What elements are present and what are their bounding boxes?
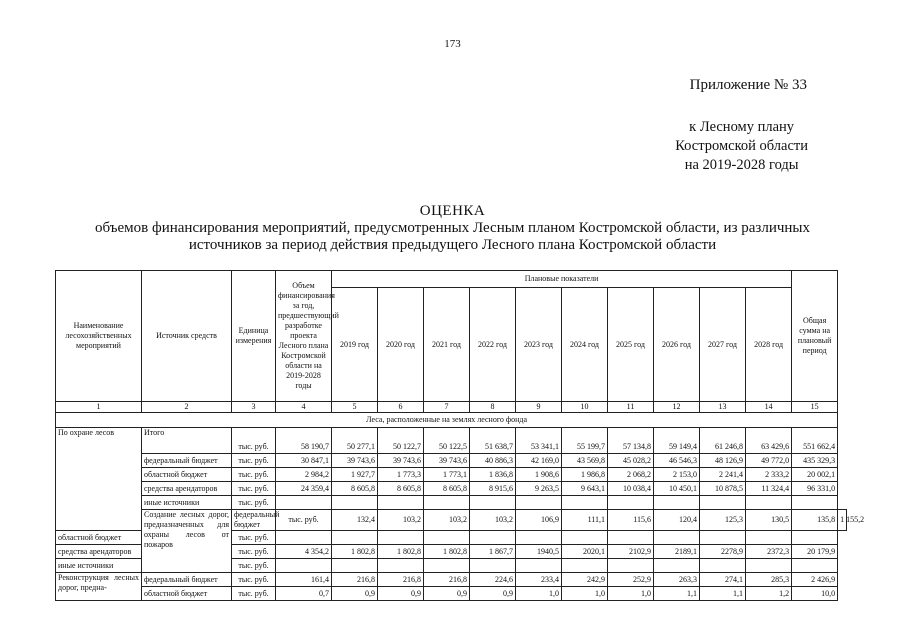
source-cell: средства арендаторов — [142, 482, 232, 496]
value-cell: 51 638,7 — [470, 440, 516, 454]
value-cell: 0,7 — [276, 587, 332, 601]
value-cell: 1 908,6 — [516, 468, 562, 482]
document-title — [0, 203, 905, 254]
value-cell: 120,4 — [654, 510, 700, 531]
source-cell: областной бюджет — [142, 587, 232, 601]
value-cell — [746, 496, 792, 510]
value-cell: 1 927,7 — [332, 468, 378, 482]
value-cell: 9 643,1 — [562, 482, 608, 496]
value-cell: 53 341,1 — [516, 440, 562, 454]
column-number: 14 — [746, 402, 792, 413]
appendix-reference — [675, 118, 808, 175]
value-cell: 8 915,6 — [470, 482, 516, 496]
value-cell — [654, 496, 700, 510]
value-cell: 43 569,8 — [562, 454, 608, 468]
itogo-label: Итого — [142, 428, 232, 454]
value-cell: 0,9 — [424, 587, 470, 601]
source-cell: областной бюджет — [142, 468, 232, 482]
empty-cell — [654, 428, 700, 441]
value-cell: 2372,3 — [746, 545, 792, 559]
header-year: 2025 год — [608, 288, 654, 402]
value-cell: 252,9 — [608, 573, 654, 587]
page-number: 173 — [444, 38, 461, 50]
value-cell: 59 149,4 — [654, 440, 700, 454]
column-number: 13 — [700, 402, 746, 413]
value-cell: 39 743,6 — [378, 454, 424, 468]
value-cell: 0,9 — [332, 587, 378, 601]
value-cell: 61 246,8 — [700, 440, 746, 454]
header-year: 2020 год — [378, 288, 424, 402]
value-cell: 0,9 — [470, 587, 516, 601]
value-cell: 1 802,8 — [332, 545, 378, 559]
unit-cell: тыс. руб. — [232, 531, 276, 545]
value-cell: 216,8 — [424, 573, 470, 587]
table-row — [56, 510, 847, 531]
value-cell: 161,4 — [276, 573, 332, 587]
table-row — [56, 496, 847, 510]
unit-cell: тыс. руб. — [232, 482, 276, 496]
empty-cell — [792, 428, 838, 441]
value-cell — [608, 559, 654, 573]
value-cell: 20 002,1 — [792, 468, 838, 482]
source-cell: иные источники — [56, 559, 142, 573]
value-cell — [792, 531, 838, 545]
value-cell — [516, 559, 562, 573]
empty-cell — [608, 428, 654, 441]
value-cell: 242,9 — [562, 573, 608, 587]
value-cell — [276, 559, 332, 573]
empty-cell — [746, 428, 792, 441]
header-year: 2026 год — [654, 288, 700, 402]
value-cell: 39 743,6 — [332, 454, 378, 468]
column-number: 5 — [332, 402, 378, 413]
value-cell: 1 773,3 — [378, 468, 424, 482]
value-cell: 2 984,2 — [276, 468, 332, 482]
value-cell: 2020,1 — [562, 545, 608, 559]
value-cell: 63 429,6 — [746, 440, 792, 454]
value-cell: 435 329,3 — [792, 454, 838, 468]
value-cell — [608, 531, 654, 545]
value-cell — [470, 496, 516, 510]
value-cell — [424, 496, 470, 510]
table-row — [56, 468, 847, 482]
value-cell: 2189,1 — [654, 545, 700, 559]
source-cell: федеральный бюджет — [142, 454, 232, 468]
value-cell: 2 333,2 — [746, 468, 792, 482]
value-cell: 551 662,4 — [792, 440, 838, 454]
value-cell: 103,2 — [470, 510, 516, 531]
value-cell: 103,2 — [424, 510, 470, 531]
value-cell: 1,2 — [746, 587, 792, 601]
value-cell: 106,9 — [516, 510, 562, 531]
value-cell: 4 354,2 — [276, 545, 332, 559]
value-cell: 39 743,6 — [424, 454, 470, 468]
unit-cell: тыс. руб. — [232, 440, 276, 454]
value-cell — [700, 559, 746, 573]
value-cell: 46 546,3 — [654, 454, 700, 468]
value-cell — [654, 531, 700, 545]
value-cell: 8 605,8 — [424, 482, 470, 496]
table-row — [56, 573, 847, 587]
empty-cell — [378, 428, 424, 441]
value-cell — [378, 559, 424, 573]
unit-cell: тыс. руб. — [232, 454, 276, 468]
empty-cell — [276, 428, 332, 441]
value-cell: 55 199,7 — [562, 440, 608, 454]
header-source: Источник средств — [142, 271, 232, 402]
value-cell — [470, 531, 516, 545]
value-cell: 1,0 — [562, 587, 608, 601]
value-cell — [792, 559, 838, 573]
unit-cell: тыс. руб. — [232, 545, 276, 559]
value-cell — [700, 531, 746, 545]
section-row — [56, 413, 847, 428]
value-cell: 1 986,8 — [562, 468, 608, 482]
empty-cell — [232, 428, 276, 441]
value-cell: 10 038,4 — [608, 482, 654, 496]
header-year: 2023 год — [516, 288, 562, 402]
value-cell: 1,1 — [700, 587, 746, 601]
column-number-row — [56, 402, 847, 413]
value-cell: 45 028,2 — [608, 454, 654, 468]
value-cell: 1 802,8 — [424, 545, 470, 559]
value-cell — [424, 531, 470, 545]
empty-cell — [424, 428, 470, 441]
value-cell: 50 122,5 — [424, 440, 470, 454]
value-cell — [746, 531, 792, 545]
column-number: 2 — [142, 402, 232, 413]
activity-name: Создание лесных дорог, предназначенных для охраны лесов от пожаров — [142, 510, 232, 573]
header-name: Наименование лесохозяйственных мероприятий — [56, 271, 142, 402]
value-cell: 1 802,8 — [378, 545, 424, 559]
source-cell: средства арендаторов — [56, 545, 142, 559]
value-cell: 49 772,0 — [746, 454, 792, 468]
value-cell — [562, 559, 608, 573]
header-year: 2021 год — [424, 288, 470, 402]
value-cell — [470, 559, 516, 573]
value-cell: 11 324,4 — [746, 482, 792, 496]
activity-name: По охране лесов — [56, 428, 142, 531]
appendix-label: Приложение № 33 — [689, 77, 807, 93]
value-cell: 115,6 — [608, 510, 654, 531]
source-cell: областной бюджет — [56, 531, 142, 545]
unit-cell: тыс. руб. — [276, 510, 332, 531]
column-number: 8 — [470, 402, 516, 413]
value-cell: 42 169,0 — [516, 454, 562, 468]
reference-line: на 2019-2028 годы — [684, 157, 799, 173]
financing-table — [55, 270, 865, 601]
column-number: 10 — [562, 402, 608, 413]
empty-cell — [700, 428, 746, 441]
empty-cell — [562, 428, 608, 441]
value-cell: 24 359,4 — [276, 482, 332, 496]
title-line: источников за период действия предыдущего Лесного плана Костромской области — [188, 237, 717, 253]
value-cell: 103,2 — [378, 510, 424, 531]
value-cell — [792, 496, 838, 510]
column-number: 3 — [232, 402, 276, 413]
header-plan: Плановые показатели — [332, 271, 792, 288]
value-cell: 125,3 — [700, 510, 746, 531]
title-heading: ОЦЕНКА — [419, 203, 486, 219]
value-cell: 30 847,1 — [276, 454, 332, 468]
column-number: 7 — [424, 402, 470, 413]
value-cell — [654, 559, 700, 573]
value-cell: 274,1 — [700, 573, 746, 587]
value-cell: 40 886,3 — [470, 454, 516, 468]
value-cell: 1,1 — [654, 587, 700, 601]
value-cell — [332, 531, 378, 545]
value-cell: 1,0 — [608, 587, 654, 601]
value-cell: 58 190,7 — [276, 440, 332, 454]
value-cell: 285,3 — [746, 573, 792, 587]
empty-cell — [516, 428, 562, 441]
value-cell — [378, 531, 424, 545]
source-cell: федеральный бюджет — [142, 573, 232, 587]
header-year: 2022 год — [470, 288, 516, 402]
value-cell: 2 426,9 — [792, 573, 838, 587]
value-cell — [516, 496, 562, 510]
value-cell: 50 277,1 — [332, 440, 378, 454]
table-row — [56, 454, 847, 468]
value-cell — [516, 531, 562, 545]
value-cell: 1 773,1 — [424, 468, 470, 482]
value-cell — [276, 531, 332, 545]
unit-cell: тыс. руб. — [232, 559, 276, 573]
header-volume: Объем финансирования за год, предшествующий разработке проекта Лесного плана Костромской области на 2019-2028 годы — [276, 271, 332, 402]
value-cell — [746, 559, 792, 573]
value-cell: 20 179,9 — [792, 545, 838, 559]
column-number: 4 — [276, 402, 332, 413]
value-cell: 0,9 — [378, 587, 424, 601]
column-number: 9 — [516, 402, 562, 413]
value-cell: 10 450,1 — [654, 482, 700, 496]
column-number: 6 — [378, 402, 424, 413]
value-cell: 1,0 — [516, 587, 562, 601]
header-unit: Единица измерения — [232, 271, 276, 402]
value-cell — [424, 559, 470, 573]
value-cell: 233,4 — [516, 573, 562, 587]
table-row — [56, 482, 847, 496]
value-cell: 135,8 — [792, 510, 838, 531]
value-cell — [562, 496, 608, 510]
value-cell: 2 241,4 — [700, 468, 746, 482]
column-number: 12 — [654, 402, 700, 413]
value-cell: 132,4 — [332, 510, 378, 531]
value-cell: 263,3 — [654, 573, 700, 587]
reference-line: Костромской области — [675, 138, 808, 154]
value-cell: 111,1 — [562, 510, 608, 531]
header-year: 2028 год — [746, 288, 792, 402]
itogo-label-row — [56, 428, 847, 441]
section-title: Леса, расположенные на землях лесного фонда — [56, 413, 838, 428]
value-cell: 10,0 — [792, 587, 838, 601]
value-cell: 216,8 — [378, 573, 424, 587]
value-cell: 8 605,8 — [378, 482, 424, 496]
value-cell — [276, 496, 332, 510]
value-cell: 1 155,2 — [838, 510, 847, 531]
column-number: 1 — [56, 402, 142, 413]
unit-cell: тыс. руб. — [232, 573, 276, 587]
value-cell: 96 331,0 — [792, 482, 838, 496]
value-cell: 1 836,8 — [470, 468, 516, 482]
value-cell: 130,5 — [746, 510, 792, 531]
value-cell: 48 126,9 — [700, 454, 746, 468]
value-cell: 2 068,2 — [608, 468, 654, 482]
activity-name: Реконструкция лесных дорог, предна- — [56, 573, 142, 601]
value-cell — [332, 496, 378, 510]
value-cell — [700, 496, 746, 510]
value-cell — [378, 496, 424, 510]
value-cell: 8 605,8 — [332, 482, 378, 496]
value-cell: 50 122,7 — [378, 440, 424, 454]
empty-cell — [470, 428, 516, 441]
header-year: 2024 год — [562, 288, 608, 402]
table-row — [56, 587, 847, 601]
header-total: Общая сумма на плановый период — [792, 271, 838, 402]
value-cell: 216,8 — [332, 573, 378, 587]
reference-line: к Лесному плану — [689, 119, 795, 135]
unit-cell: тыс. руб. — [232, 587, 276, 601]
column-number: 11 — [608, 402, 654, 413]
value-cell — [608, 496, 654, 510]
empty-cell — [332, 428, 378, 441]
source-cell: федеральный бюджет — [232, 510, 276, 531]
value-cell — [562, 531, 608, 545]
source-cell: иные источники — [142, 496, 232, 510]
header-year: 2019 год — [332, 288, 378, 402]
value-cell: 9 263,5 — [516, 482, 562, 496]
title-line: объемов финансирования мероприятий, предусмотренных Лесным планом Костромской области, из различных — [95, 220, 810, 236]
value-cell: 2 153,0 — [654, 468, 700, 482]
value-cell: 1940,5 — [516, 545, 562, 559]
unit-cell: тыс. руб. — [232, 496, 276, 510]
unit-cell: тыс. руб. — [232, 468, 276, 482]
value-cell: 224,6 — [470, 573, 516, 587]
value-cell: 57 134,8 — [608, 440, 654, 454]
value-cell: 2102,9 — [608, 545, 654, 559]
value-cell: 10 878,5 — [700, 482, 746, 496]
header-year: 2027 год — [700, 288, 746, 402]
column-number: 15 — [792, 402, 838, 413]
value-cell: 1 867,7 — [470, 545, 516, 559]
value-cell: 2278,9 — [700, 545, 746, 559]
value-cell — [332, 559, 378, 573]
